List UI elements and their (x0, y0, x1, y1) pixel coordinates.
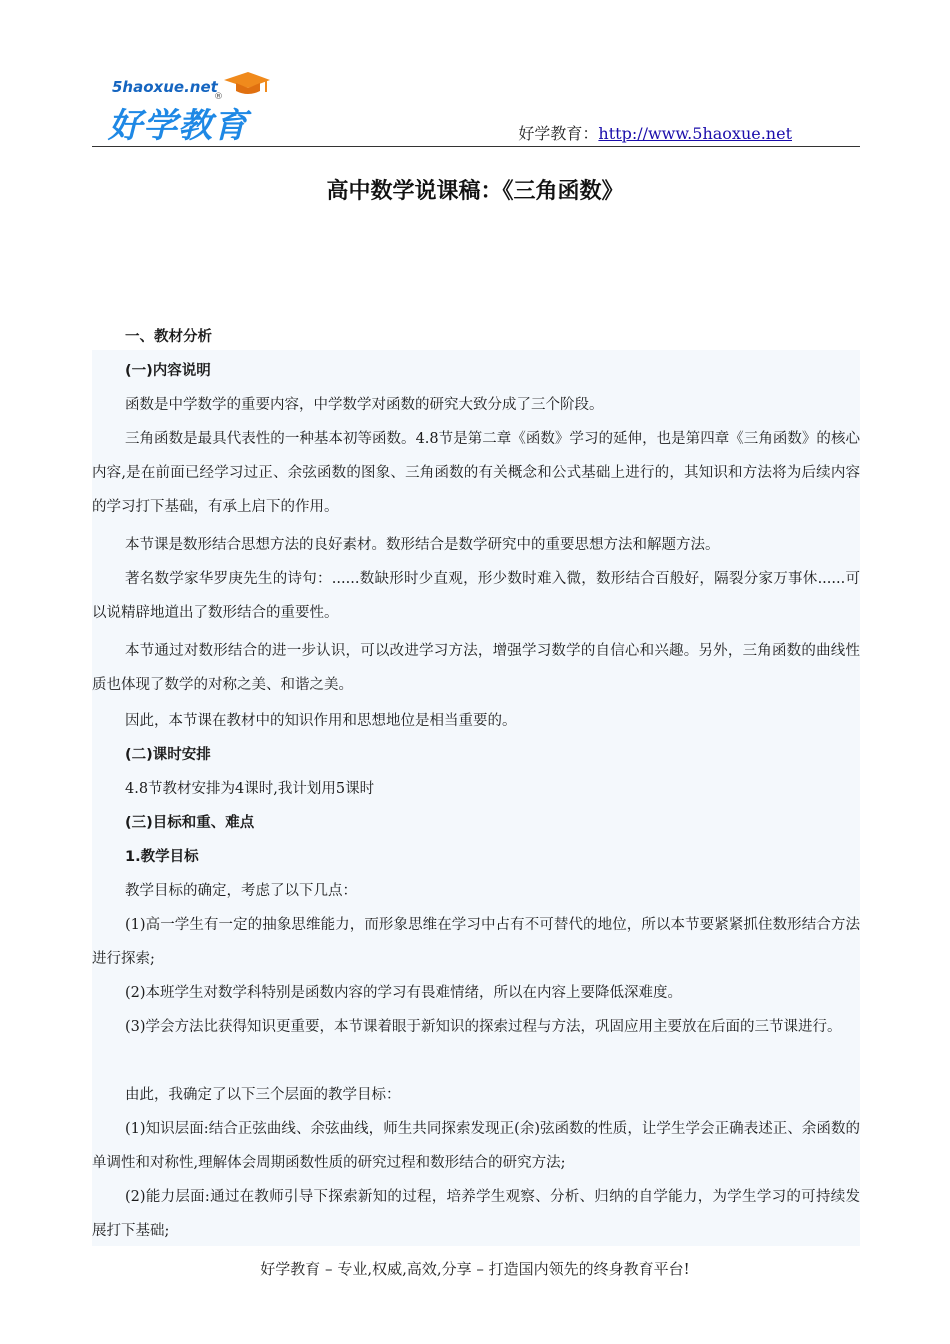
paragraph: (3)学会方法比获得知识更重要，本节课着眼于新知识的探索过程与方法，巩固应用主要放在后面的三节课进行。 (125, 1019, 842, 1035)
document-body (92, 320, 860, 1246)
logo-small-text: 5haoxue.net (112, 78, 218, 96)
page-footer: 好学教育 – 专业,权威,高效,分享 – 打造国内领先的终身教育平台! (260, 1260, 690, 1278)
paragraph: 教学目标的确定，考虑了以下几点： (125, 883, 357, 899)
paragraph: (2)能力层面:通过在教师引导下探索新知的过程，培养学生观察、分析、归纳的自学能力，为学生学习的可持续发展打下基础; (92, 1189, 860, 1239)
paragraph: (1)知识层面:结合正弦曲线、余弦曲线，师生共同探索发现正(余)弦函数的性质，让学生学会正确表述正、余函数的单调性和对称性,理解体会周期函数性质的研究过程和数形结合的研究方法; (92, 1121, 860, 1171)
logo (108, 70, 278, 146)
paragraph: 三角函数是最具代表性的一种基本初等函数。4.8节是第二章《函数》学习的延伸，也是第四章《三角函数》的核心内容,是在前面已经学习过正、余弦函数的图象、三角函数的有关概念和公式基础上进行的，其知识和方法将为后续内容的学习打下基础，有承上启下的作用。 (92, 431, 860, 515)
paragraph: 由此，我确定了以下三个层面的教学目标： (125, 1087, 401, 1103)
paragraph: (1)高一学生有一定的抽象思维能力，而形象思维在学习中占有不可替代的地位，所以本节要紧紧抓住数形结合方法进行探索; (92, 917, 860, 967)
subsection-heading-teaching-goals: 1.教学目标 (125, 849, 199, 865)
section-heading-1: 一、教材分析 (125, 329, 212, 345)
logo-registered-mark: ® (214, 92, 223, 102)
page-title: 高中数学说课稿：《三角函数》 (326, 179, 624, 204)
paragraph: 著名数学家华罗庚先生的诗句：......数缺形时少直观，形少数时难入微，数形结合百般好，隔裂分家万事休......可以说精辟地道出了数形结合的重要性。 (92, 571, 860, 621)
site-label: 好学教育： (518, 124, 599, 143)
subsection-heading-goals: (三)目标和重、难点 (125, 815, 255, 831)
paragraph: 4.8节教材安排为4课时,我计划用5课时 (125, 781, 375, 797)
page-header (92, 68, 860, 147)
paragraph: 本节通过对数形结合的进一步认识，可以改进学习方法，增强学习数学的自信心和兴趣。另外，三角函数的曲线性质也体现了数学的对称之美、和谐之美。 (92, 643, 860, 693)
site-info (518, 121, 792, 144)
paragraph: (2)本班学生对数学科特别是函数内容的学习有畏难情绪，所以在内容上要降低深难度。 (125, 985, 683, 1001)
paragraph: 因此，本节课在教材中的知识作用和思想地位是相当重要的。 (125, 713, 517, 729)
site-link[interactable]: http://www.5haoxue.net (598, 124, 792, 143)
subsection-heading-schedule: (二)课时安排 (125, 747, 211, 763)
logo-main-text: 好学教育 (108, 106, 248, 146)
subsection-heading-content: (一)内容说明 (125, 363, 211, 379)
graduation-cap-icon (222, 70, 272, 96)
paragraph: 本节课是数形结合思想方法的良好素材。数形结合是数学研究中的重要思想方法和解题方法。 (125, 537, 720, 553)
paragraph: 函数是中学数学的重要内容，中学数学对函数的研究大致分成了三个阶段。 (125, 397, 604, 413)
